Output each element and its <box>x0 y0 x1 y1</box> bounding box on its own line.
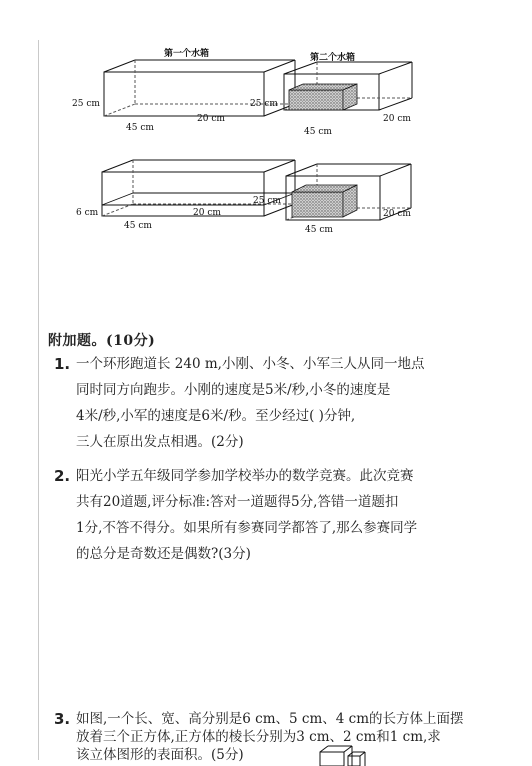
tank-1-height-label: 25 cm <box>72 99 100 109</box>
tank-2-width-label: 20 cm <box>383 114 411 124</box>
problem-text-line: 一个环形跑道长 240 m,小刚、小冬、小军三人从同一地点 <box>76 356 425 372</box>
problem-text-line: 4米/秒,小军的速度是6米/秒。至少经过( )分钟, <box>76 408 356 424</box>
stacked-cubes-figure <box>312 742 372 766</box>
problem-text-line: 同时同方向跑步。小刚的速度是5米/秒,小冬的速度是 <box>76 382 391 398</box>
problem-text-line: 放着三个正方体,正方体的棱长分别为3 cm、2 cm和1 cm,求 <box>76 729 441 745</box>
tank-2-block <box>289 84 357 110</box>
problem-number: 2. <box>54 467 71 485</box>
problem-number: 3. <box>54 710 71 728</box>
problem-text-line: 该立体图形的表面积。(5分) <box>76 747 244 763</box>
tank-4-width-label: 20 cm <box>383 209 411 219</box>
problem-text-line: 阳光小学五年级同学参加学校举办的数学竞赛。此次竞赛 <box>76 468 414 484</box>
tank-1-length-label: 45 cm <box>126 123 154 133</box>
tank-2-title: 第二个水箱 <box>310 53 356 63</box>
problem-number: 1. <box>54 355 71 373</box>
bonus-section-title: 附加题。(10分) <box>48 333 156 349</box>
tank-2-height-label: 25 cm <box>250 99 278 109</box>
problem-text-line: 三人在原出发点相遇。(2分) <box>76 434 244 450</box>
problem-text-line: 如图,一个长、宽、高分别是6 cm、5 cm、4 cm的长方体上面摆 <box>76 711 464 727</box>
tank-4-length-label: 45 cm <box>305 225 333 235</box>
tank-4-height-label: 25 cm <box>253 196 281 206</box>
problem-text-line: 的总分是奇数还是偶数?(3分) <box>76 546 251 562</box>
problem-text-line: 1分,不答不得分。如果所有参赛同学都答了,那么参赛同学 <box>76 520 418 536</box>
tank-3-water-level-label: 6 cm <box>76 208 99 218</box>
tank-4-block <box>292 185 357 217</box>
tank-2-length-label: 45 cm <box>304 127 332 137</box>
water-tank-figures <box>0 0 532 260</box>
tank-1-width-label: 20 cm <box>197 114 225 124</box>
tank-1-title: 第一个水箱 <box>164 49 210 59</box>
problem-text-line: 共有20道题,评分标准:答对一道题得5分,答错一道题扣 <box>76 494 399 510</box>
tank-3-width-label: 20 cm <box>193 208 221 218</box>
tank-3-length-label: 45 cm <box>124 221 152 231</box>
